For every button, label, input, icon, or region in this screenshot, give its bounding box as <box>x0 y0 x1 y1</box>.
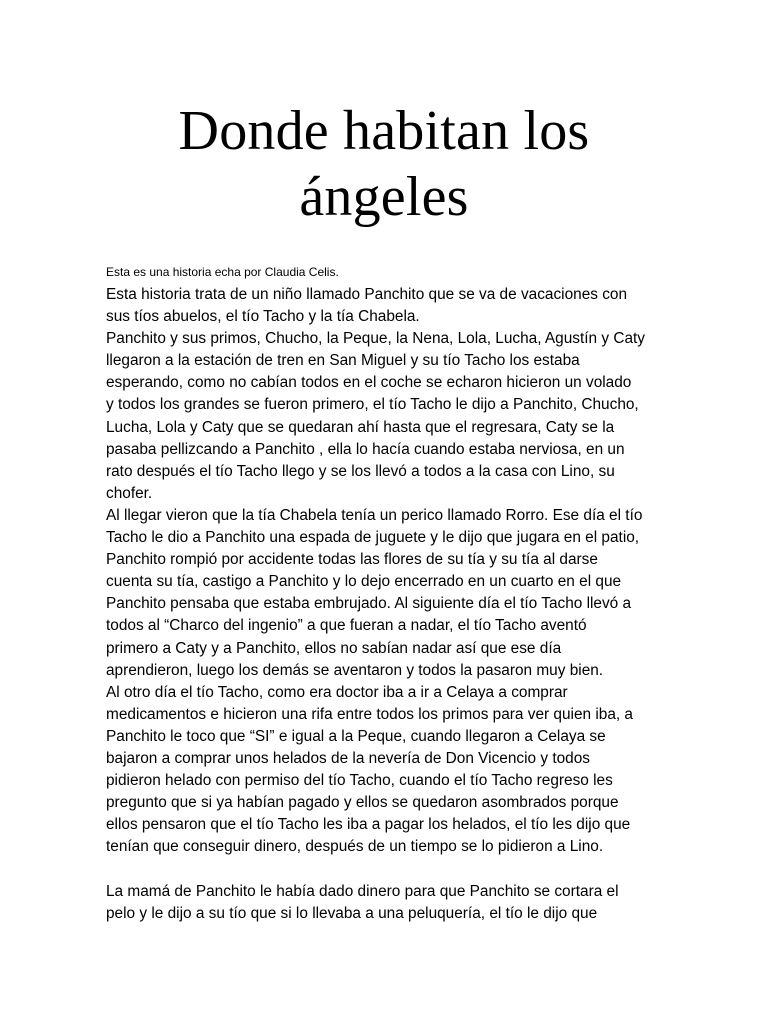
text-line: Al llegar vieron que la tía Chabela tenía un perico llamado Rorro. Ese día el tío <box>106 506 643 524</box>
author-byline: Esta es una historia echa por Claudia Celis. <box>106 265 339 279</box>
text-line: pasaba pellizcando a Panchito , ella lo hacía cuando estaba nerviosa, en un <box>106 440 625 458</box>
text-line: pelo y le dijo a su tío que si lo llevaba a una peluquería, el tío le dijo que <box>106 904 598 922</box>
text-line: aprendieron, luego los demás se aventaron y todos la pasaron muy bien. <box>106 661 604 679</box>
paragraph <box>106 881 676 925</box>
text-line: tenían que conseguir dinero, después de un tiempo se lo pidieron a Lino. <box>106 838 604 856</box>
text-line: todos al “Charco del ingenio” a que fueran a nadar, el tío Tacho aventó <box>106 617 587 635</box>
text-line: Lucha, Lola y Caty que se quedaran ahí hasta que el regresara, Caty se la <box>106 418 615 436</box>
text-line: ellos pensaron que el tío Tacho les iba a pagar los helados, el tío les dijo que <box>106 816 631 834</box>
text-line: La mamá de Panchito le había dado dinero para que Panchito se cortara el <box>106 882 619 900</box>
text-line: chofer. <box>106 484 153 502</box>
text-line: Panchito pensaba que estaba embrujado. Al siguiente día el tío Tacho llevó a <box>106 595 632 613</box>
text-line: primero a Caty y a Panchito, ellos no sabían nadar así que ese día <box>106 639 562 657</box>
document-title <box>0 98 768 230</box>
paragraph <box>106 505 676 682</box>
text-line: Tacho le dio a Panchito una espada de juguete y le dijo que jugara en el patio, <box>106 529 640 547</box>
text-line: y todos los grandes se fueron primero, el tío Tacho le dijo a Panchito, Chucho, <box>106 396 639 414</box>
text-line: Panchito y sus primos, Chucho, la Peque, la Nena, Lola, Lucha, Agustín y Caty <box>106 330 645 348</box>
text-line: pregunto que si ya habían pagado y ellos se quedaron asombrados porque <box>106 794 619 812</box>
text-line: llegaron a la estación de tren en San Miguel y su tío Tacho los estaba <box>106 352 580 370</box>
paragraph <box>106 682 676 859</box>
paragraph-spacer <box>106 858 676 880</box>
text-line: medicamentos e hicieron una rifa entre todos los primos para ver quien iba, a <box>106 705 633 723</box>
text-line: Panchito le toco que “SI” e igual a la Peque, cuando llegaron a Celaya se <box>106 727 606 745</box>
story-body <box>106 284 676 925</box>
text-line: cuenta su tía, castigo a Panchito y lo dejo encerrado en un cuarto en el que <box>106 573 622 591</box>
text-line: Esta historia trata de un niño llamado Panchito que se va de vacaciones con <box>106 286 628 303</box>
text-line: esperando, como no cabían todos en el coche se echaron hicieron un volado <box>106 374 632 392</box>
text-line: sus tíos abuelos, el tío Tacho y la tía Chabela. <box>106 308 420 326</box>
text-line: Panchito rompió por accidente todas las flores de su tía y su tía al darse <box>106 551 598 569</box>
text-line: rato después el tío Tacho llego y se los llevó a todos a la casa con Lino, su <box>106 462 615 480</box>
title-line: Donde habitan los <box>178 100 590 162</box>
title-line: ángeles <box>299 166 469 228</box>
paragraph <box>106 284 676 328</box>
text-line: bajaron a comprar unos helados de la nevería de Don Vicencio y todos <box>106 749 590 767</box>
paragraph <box>106 328 676 505</box>
text-line: pidieron helado con permiso del tío Tacho, cuando el tío Tacho regreso les <box>106 772 613 790</box>
text-line: Al otro día el tío Tacho, como era doctor iba a ir a Celaya a comprar <box>106 683 568 701</box>
